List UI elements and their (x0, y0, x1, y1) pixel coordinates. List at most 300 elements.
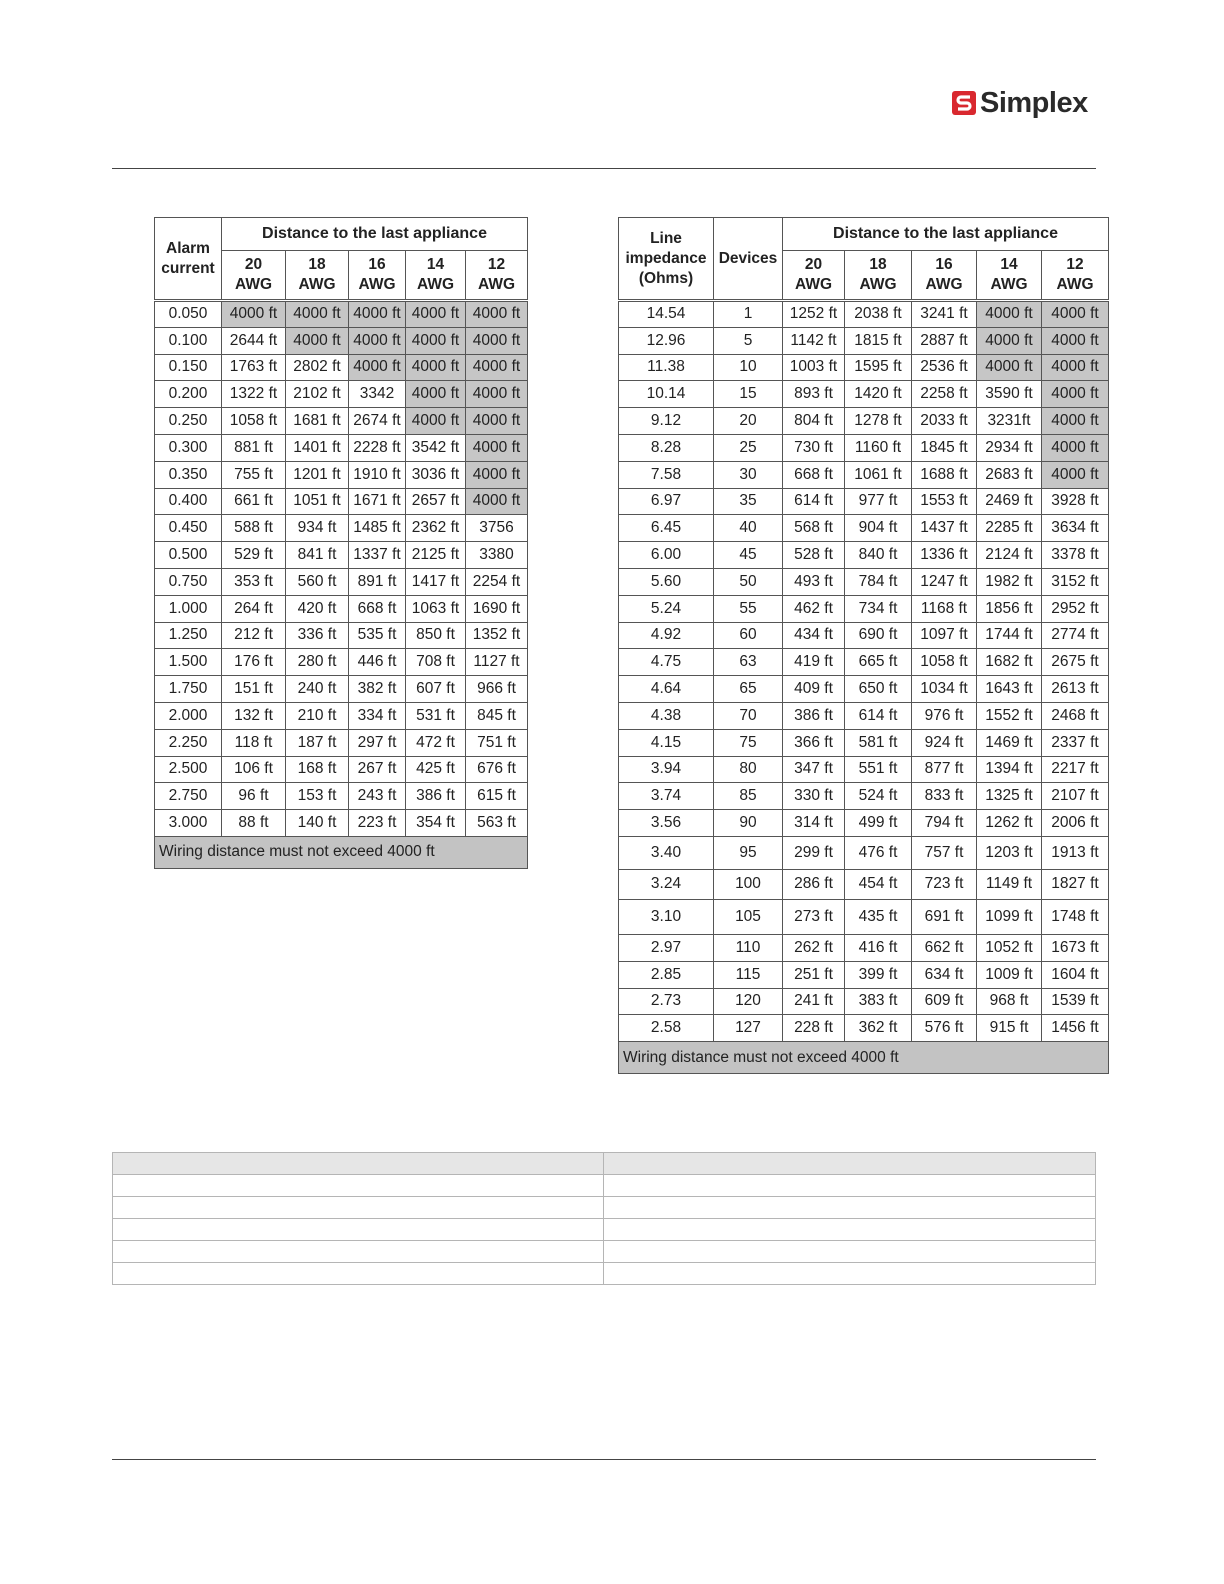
row-label-cell: 2.000 (155, 702, 222, 729)
distance-cell: 472 ft (406, 729, 466, 756)
table-row (155, 381, 528, 408)
distance-cell: 1671 ft (349, 488, 406, 515)
table-row (155, 756, 528, 783)
distance-cell: 1827 ft (1042, 869, 1109, 899)
footer-rule (112, 1459, 1096, 1460)
distance-cell: 4000 ft (286, 301, 349, 328)
table-row (155, 408, 528, 435)
row-label-cell: 3.94 (619, 756, 714, 783)
distance-cell: 2125 ft (406, 542, 466, 569)
distance-cell: 1539 ft (1042, 988, 1109, 1015)
row-label-cell: 11.38 (619, 354, 714, 381)
alarm-current-header: Alarm current (155, 218, 222, 301)
gauge-number: 18 (308, 256, 326, 273)
distance-cell: 297 ft (349, 729, 406, 756)
distance-group-header: Distance to the last appliance (783, 218, 1109, 251)
row-label-cell: 100 (714, 869, 783, 899)
row-label-cell: 0.250 (155, 408, 222, 435)
line-impedance-distance-table (618, 217, 1109, 1074)
table-row (155, 702, 528, 729)
row-label-cell: 110 (714, 934, 783, 961)
alarm-current-distance-table (154, 217, 528, 869)
distance-cell: 609 ft (912, 988, 977, 1015)
table-row (155, 622, 528, 649)
gauge-unit: AWG (477, 276, 516, 293)
distance-cell: 1595 ft (845, 354, 912, 381)
distance-cell: 3380 (466, 542, 528, 569)
gauge-header (845, 251, 912, 301)
distance-cell: 4000 ft (349, 327, 406, 354)
distance-cell: 850 ft (406, 622, 466, 649)
distance-cell: 251 ft (783, 961, 845, 988)
distance-cell: 1420 ft (845, 381, 912, 408)
distance-cell: 4000 ft (466, 461, 528, 488)
simplex-logo (952, 86, 1102, 120)
row-label-cell: 105 (714, 899, 783, 934)
distance-cell: 840 ft (845, 542, 912, 569)
distance-cell: 4000 ft (1042, 301, 1109, 328)
distance-cell: 977 ft (845, 488, 912, 515)
distance-cell: 462 ft (783, 595, 845, 622)
distance-cell: 4000 ft (466, 354, 528, 381)
distance-cell: 1456 ft (1042, 1015, 1109, 1042)
distance-cell: 1763 ft (222, 354, 286, 381)
row-label-cell: 7.58 (619, 461, 714, 488)
distance-cell: 784 ft (845, 568, 912, 595)
table-row (619, 756, 1109, 783)
table-row (619, 899, 1109, 934)
distance-cell: 476 ft (845, 836, 912, 869)
distance-cell: 1681 ft (286, 408, 349, 435)
distance-cell: 833 ft (912, 783, 977, 810)
distance-cell: 1168 ft (912, 595, 977, 622)
table-row (619, 301, 1109, 328)
distance-cell: 4000 ft (466, 301, 528, 328)
distance-cell: 1097 ft (912, 622, 977, 649)
table-row (619, 988, 1109, 1015)
row-label-cell: 0.200 (155, 381, 222, 408)
gauge-unit: AWG (234, 276, 273, 293)
distance-cell: 2468 ft (1042, 702, 1109, 729)
distance-cell: 615 ft (466, 783, 528, 810)
distance-cell: 416 ft (845, 934, 912, 961)
distance-cell: 493 ft (783, 568, 845, 595)
table-row (155, 488, 528, 515)
distance-cell: 1394 ft (977, 756, 1042, 783)
distance-cell: 4000 ft (406, 354, 466, 381)
distance-cell: 563 ft (466, 810, 528, 837)
row-label-cell: 8.28 (619, 434, 714, 461)
gauge-header (286, 251, 349, 301)
distance-cell: 2038 ft (845, 301, 912, 328)
row-label-cell: 55 (714, 595, 783, 622)
distance-cell: 1982 ft (977, 568, 1042, 595)
empty-cell (113, 1219, 604, 1241)
distance-cell: 267 ft (349, 756, 406, 783)
distance-cell: 1034 ft (912, 676, 977, 703)
distance-cell: 535 ft (349, 622, 406, 649)
distance-cell: 2613 ft (1042, 676, 1109, 703)
table-row (155, 595, 528, 622)
distance-cell: 904 ft (845, 515, 912, 542)
distance-cell: 1003 ft (783, 354, 845, 381)
distance-cell: 662 ft (912, 934, 977, 961)
distance-cell: 1009 ft (977, 961, 1042, 988)
table-row (619, 461, 1109, 488)
distance-cell: 2469 ft (977, 488, 1042, 515)
distance-cell: 691 ft (912, 899, 977, 934)
row-label-cell: 70 (714, 702, 783, 729)
row-label-cell: 0.400 (155, 488, 222, 515)
table-row (619, 542, 1109, 569)
distance-cell: 1252 ft (783, 301, 845, 328)
table-row (619, 810, 1109, 837)
row-label-cell: 35 (714, 488, 783, 515)
distance-cell: 2683 ft (977, 461, 1042, 488)
distance-cell: 3634 ft (1042, 515, 1109, 542)
distance-cell: 347 ft (783, 756, 845, 783)
row-label-cell: 6.00 (619, 542, 714, 569)
gauge-number: 18 (869, 256, 887, 273)
distance-cell: 2228 ft (349, 434, 406, 461)
distance-cell: 1160 ft (845, 434, 912, 461)
distance-cell: 228 ft (783, 1015, 845, 1042)
distance-cell: 1058 ft (222, 408, 286, 435)
distance-cell: 650 ft (845, 676, 912, 703)
row-label-cell: 2.250 (155, 729, 222, 756)
row-label-cell: 0.500 (155, 542, 222, 569)
table-row (619, 836, 1109, 869)
table-row (619, 568, 1109, 595)
gauge-header (783, 251, 845, 301)
distance-cell: 4000 ft (1042, 434, 1109, 461)
distance-cell: 568 ft (783, 515, 845, 542)
distance-cell: 210 ft (286, 702, 349, 729)
row-label-cell: 3.000 (155, 810, 222, 837)
distance-cell: 176 ft (222, 649, 286, 676)
empty-cell (603, 1263, 1096, 1285)
distance-cell: 240 ft (286, 676, 349, 703)
distance-cell: 336 ft (286, 622, 349, 649)
row-label-cell: 60 (714, 622, 783, 649)
distance-cell: 4000 ft (349, 354, 406, 381)
distance-cell: 1673 ft (1042, 934, 1109, 961)
distance-cell: 2254 ft (466, 568, 528, 595)
table-row (155, 729, 528, 756)
table-row (155, 783, 528, 810)
row-label-cell: 0.450 (155, 515, 222, 542)
distance-cell: 435 ft (845, 899, 912, 934)
distance-cell: 968 ft (977, 988, 1042, 1015)
gauge-header (466, 251, 528, 301)
distance-cell: 1688 ft (912, 461, 977, 488)
table-row (619, 934, 1109, 961)
distance-cell: 106 ft (222, 756, 286, 783)
distance-cell: 676 ft (466, 756, 528, 783)
distance-cell: 4000 ft (977, 327, 1042, 354)
distance-cell: 1401 ft (286, 434, 349, 461)
row-label-cell: 9.12 (619, 408, 714, 435)
distance-cell: 576 ft (912, 1015, 977, 1042)
distance-cell: 1203 ft (977, 836, 1042, 869)
distance-cell: 581 ft (845, 729, 912, 756)
distance-cell: 723 ft (912, 869, 977, 899)
row-label-cell: 6.97 (619, 488, 714, 515)
table-row (619, 354, 1109, 381)
empty-cell (113, 1197, 604, 1219)
row-label-cell: 3.24 (619, 869, 714, 899)
wiring-limit-note: Wiring distance must not exceed 4000 ft (619, 1042, 1109, 1074)
table-row (155, 515, 528, 542)
distance-cell: 3231ft (977, 408, 1042, 435)
distance-cell: 1748 ft (1042, 899, 1109, 934)
distance-cell: 4000 ft (977, 301, 1042, 328)
distance-cell: 4000 ft (1042, 354, 1109, 381)
gauge-unit: AWG (358, 276, 396, 293)
distance-cell: 690 ft (845, 622, 912, 649)
distance-cell: 4000 ft (466, 434, 528, 461)
distance-cell: 262 ft (783, 934, 845, 961)
distance-cell: 1910 ft (349, 461, 406, 488)
distance-cell: 2657 ft (406, 488, 466, 515)
distance-cell: 751 ft (466, 729, 528, 756)
gauge-number: 14 (1000, 256, 1018, 273)
table-row (155, 676, 528, 703)
distance-cell: 893 ft (783, 381, 845, 408)
table-row (619, 702, 1109, 729)
empty-cell (603, 1219, 1096, 1241)
distance-cell: 4000 ft (466, 327, 528, 354)
distance-cell: 560 ft (286, 568, 349, 595)
distance-cell: 661 ft (222, 488, 286, 515)
distance-cell: 1437 ft (912, 515, 977, 542)
row-label-cell: 3.56 (619, 810, 714, 837)
distance-cell: 3590 ft (977, 381, 1042, 408)
distance-cell: 409 ft (783, 676, 845, 703)
empty-cell (113, 1175, 604, 1197)
gauge-unit: AWG (990, 276, 1028, 293)
distance-cell: 841 ft (286, 542, 349, 569)
row-label-cell: 2.58 (619, 1015, 714, 1042)
distance-cell: 2124 ft (977, 542, 1042, 569)
distance-cell: 634 ft (912, 961, 977, 988)
distance-cell: 2887 ft (912, 327, 977, 354)
devices-header: Devices (714, 218, 783, 301)
row-label-cell: 80 (714, 756, 783, 783)
gauge-unit: AWG (1056, 276, 1094, 293)
distance-cell: 1201 ft (286, 461, 349, 488)
distance-cell: 151 ft (222, 676, 286, 703)
table-row (619, 515, 1109, 542)
table-row (619, 595, 1109, 622)
distance-cell: 668 ft (783, 461, 845, 488)
distance-cell: 614 ft (783, 488, 845, 515)
table-row (619, 783, 1109, 810)
row-label-cell: 30 (714, 461, 783, 488)
distance-cell: 730 ft (783, 434, 845, 461)
distance-cell: 2774 ft (1042, 622, 1109, 649)
line-impedance-header: Line impedance (Ohms) (619, 218, 714, 301)
distance-cell: 3756 (466, 515, 528, 542)
gauge-header (1042, 251, 1109, 301)
row-label-cell: 0.050 (155, 301, 222, 328)
gauge-number: 16 (935, 256, 953, 273)
table-row (155, 301, 528, 328)
row-label-cell: 12.96 (619, 327, 714, 354)
table-row (155, 810, 528, 837)
gauge-header (977, 251, 1042, 301)
distance-cell: 1352 ft (466, 622, 528, 649)
gauge-number: 20 (804, 256, 823, 273)
distance-cell: 419 ft (783, 649, 845, 676)
gauge-header (222, 251, 286, 301)
distance-cell: 1417 ft (406, 568, 466, 595)
distance-cell: 4000 ft (1042, 381, 1109, 408)
table-row (619, 961, 1109, 988)
distance-group-header: Distance to the last appliance (222, 218, 528, 251)
distance-cell: 588 ft (222, 515, 286, 542)
row-label-cell: 63 (714, 649, 783, 676)
distance-cell: 4000 ft (406, 327, 466, 354)
table-row (619, 381, 1109, 408)
row-label-cell: 45 (714, 542, 783, 569)
row-label-cell: 1.500 (155, 649, 222, 676)
distance-cell: 1127 ft (466, 649, 528, 676)
distance-cell: 1643 ft (977, 676, 1042, 703)
table-row (155, 327, 528, 354)
distance-cell: 2934 ft (977, 434, 1042, 461)
distance-cell: 4000 ft (406, 381, 466, 408)
distance-cell: 243 ft (349, 783, 406, 810)
row-label-cell: 25 (714, 434, 783, 461)
wiring-limit-note: Wiring distance must not exceed 4000 ft (155, 836, 528, 868)
row-label-cell: 0.350 (155, 461, 222, 488)
distance-cell: 4000 ft (466, 488, 528, 515)
row-label-cell: 127 (714, 1015, 783, 1042)
distance-cell: 168 ft (286, 756, 349, 783)
distance-cell: 2107 ft (1042, 783, 1109, 810)
row-label-cell: 20 (714, 408, 783, 435)
distance-cell: 3378 ft (1042, 542, 1109, 569)
row-label-cell: 2.750 (155, 783, 222, 810)
row-label-cell: 95 (714, 836, 783, 869)
row-label-cell: 75 (714, 729, 783, 756)
table-row (619, 676, 1109, 703)
simplex-logo-icon (952, 91, 976, 115)
empty-cell (113, 1241, 604, 1263)
distance-cell: 241 ft (783, 988, 845, 1015)
row-label-cell: 15 (714, 381, 783, 408)
row-label-cell: 5 (714, 327, 783, 354)
gauge-number: 12 (1066, 256, 1084, 273)
distance-cell: 96 ft (222, 783, 286, 810)
distance-cell: 845 ft (466, 702, 528, 729)
distance-cell: 1682 ft (977, 649, 1042, 676)
distance-cell: 1322 ft (222, 381, 286, 408)
distance-cell: 3036 ft (406, 461, 466, 488)
distance-cell: 330 ft (783, 783, 845, 810)
distance-cell: 1052 ft (977, 934, 1042, 961)
row-label-cell: 2.500 (155, 756, 222, 783)
distance-cell: 976 ft (912, 702, 977, 729)
distance-cell: 366 ft (783, 729, 845, 756)
distance-cell: 2802 ft (286, 354, 349, 381)
row-label-cell: 50 (714, 568, 783, 595)
distance-cell: 757 ft (912, 836, 977, 869)
row-label-cell: 1.750 (155, 676, 222, 703)
distance-cell: 362 ft (845, 1015, 912, 1042)
distance-cell: 1262 ft (977, 810, 1042, 837)
row-label-cell: 2.73 (619, 988, 714, 1015)
distance-cell: 1063 ft (406, 595, 466, 622)
empty-cell (603, 1197, 1096, 1219)
brand-name: Simplex (980, 86, 1088, 119)
distance-cell: 794 ft (912, 810, 977, 837)
table-row (155, 434, 528, 461)
distance-cell: 3241 ft (912, 301, 977, 328)
distance-cell: 4000 ft (406, 408, 466, 435)
distance-cell: 4000 ft (1042, 327, 1109, 354)
gauge-number: 14 (426, 256, 445, 273)
distance-cell: 223 ft (349, 810, 406, 837)
row-label-cell: 5.60 (619, 568, 714, 595)
table-row (619, 488, 1109, 515)
distance-cell: 1058 ft (912, 649, 977, 676)
row-label-cell: 85 (714, 783, 783, 810)
row-label-cell: 6.45 (619, 515, 714, 542)
table-row (619, 869, 1109, 899)
distance-cell: 383 ft (845, 988, 912, 1015)
distance-cell: 212 ft (222, 622, 286, 649)
row-label-cell: 120 (714, 988, 783, 1015)
distance-cell: 877 ft (912, 756, 977, 783)
row-label-cell: 65 (714, 676, 783, 703)
distance-cell: 280 ft (286, 649, 349, 676)
gauge-number: 20 (244, 256, 263, 273)
header-rule (112, 168, 1096, 169)
distance-cell: 2952 ft (1042, 595, 1109, 622)
distance-cell: 420 ft (286, 595, 349, 622)
distance-cell: 934 ft (286, 515, 349, 542)
distance-cell: 3342 (349, 381, 406, 408)
empty-cell (603, 1241, 1096, 1263)
empty-header-cell (603, 1153, 1096, 1175)
distance-cell: 4000 ft (977, 354, 1042, 381)
distance-cell: 118 ft (222, 729, 286, 756)
table-row (619, 1015, 1109, 1042)
distance-cell: 4000 ft (466, 381, 528, 408)
distance-cell: 1278 ft (845, 408, 912, 435)
distance-cell: 2674 ft (349, 408, 406, 435)
distance-cell: 2217 ft (1042, 756, 1109, 783)
row-label-cell: 40 (714, 515, 783, 542)
distance-cell: 299 ft (783, 836, 845, 869)
row-label-cell: 4.38 (619, 702, 714, 729)
row-label-cell: 115 (714, 961, 783, 988)
distance-cell: 1337 ft (349, 542, 406, 569)
row-label-cell: 0.750 (155, 568, 222, 595)
row-label-cell: 4.92 (619, 622, 714, 649)
distance-cell: 1142 ft (783, 327, 845, 354)
distance-cell: 2362 ft (406, 515, 466, 542)
row-label-cell: 0.100 (155, 327, 222, 354)
gauge-number: 12 (487, 256, 506, 273)
distance-cell: 1856 ft (977, 595, 1042, 622)
distance-cell: 966 ft (466, 676, 528, 703)
distance-cell: 382 ft (349, 676, 406, 703)
distance-cell: 924 ft (912, 729, 977, 756)
distance-cell: 2033 ft (912, 408, 977, 435)
